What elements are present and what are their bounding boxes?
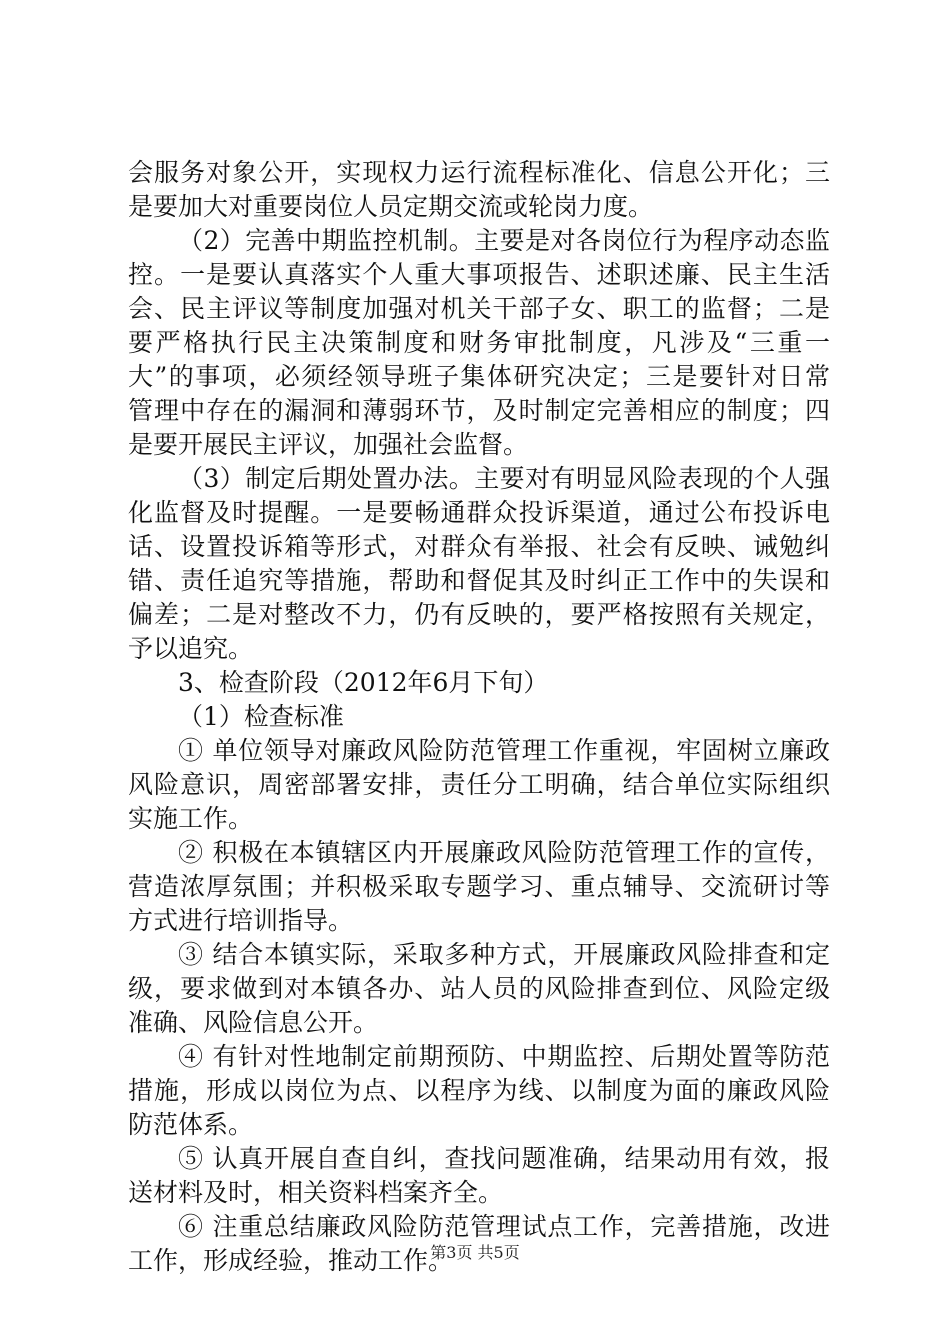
- text-line: （3）制定后期处置办法。主要对有明显风险表现的个人强: [178, 464, 830, 493]
- text-line: 话、设置投诉箱等形式，对群众有举报、社会有反映、诫勉纠: [128, 532, 830, 561]
- text-line: 送材料及时，相关资料档案齐全。: [128, 1178, 504, 1207]
- subsection-heading: （1）检查标准: [178, 702, 344, 731]
- text-line: 方式进行培训指导。: [128, 906, 354, 935]
- text-line: 管理中存在的漏洞和薄弱环节，及时制定完善相应的制度；四: [128, 396, 830, 425]
- text-line: ⑤ 认真开展自查自纠，查找问题准确，结果动用有效，报: [178, 1144, 830, 1173]
- text-line: 是要加大对重要岗位人员定期交流或轮岗力度。: [128, 192, 654, 221]
- text-line: 准确、风险信息公开。: [128, 1008, 379, 1037]
- text-line: 风险意识，周密部署安排，责任分工明确，结合单位实际组织: [128, 770, 830, 799]
- section-heading: 3、检查阶段（2012年6月下旬）: [178, 668, 549, 697]
- text-line: 实施工作。: [128, 804, 254, 833]
- text-line: 会、民主评议等制度加强对机关干部子女、职工的监督；二是: [128, 294, 830, 323]
- page-number-footer: 第3页 共5页: [430, 1243, 520, 1262]
- text-line: 措施，形成以岗位为点、以程序为线、以制度为面的廉政风险: [128, 1076, 830, 1105]
- text-line: ③ 结合本镇实际，采取多种方式，开展廉政风险排查和定: [178, 940, 830, 969]
- text-line: 予以追究。: [128, 634, 254, 663]
- text-line: 错、责任追究等措施，帮助和督促其及时纠正工作中的失误和: [128, 566, 830, 595]
- text-line: 偏差；二是对整改不力，仍有反映的，要严格按照有关规定，: [128, 600, 830, 629]
- text-line: （2）完善中期监控机制。主要是对各岗位行为程序动态监: [178, 226, 830, 255]
- text-line: 是要开展民主评议，加强社会监督。: [128, 430, 529, 459]
- text-line: 控。一是要认真落实个人重大事项报告、述职述廉、民主生活: [128, 260, 830, 289]
- text-line: 级，要求做到对本镇各办、站人员的风险排查到位、风险定级: [128, 974, 830, 1003]
- document-body: [128, 156, 830, 1278]
- text-line: 防范体系。: [128, 1110, 254, 1139]
- text-line: ⑥ 注重总结廉政风险防范管理试点工作，完善措施，改进: [178, 1212, 830, 1241]
- text-line: ④ 有针对性地制定前期预防、中期监控、后期处置等防范: [178, 1042, 830, 1071]
- text-line: ② 积极在本镇辖区内开展廉政风险防范管理工作的宣传，: [178, 838, 830, 867]
- text-line: 工作，形成经验，推动工作。: [128, 1246, 454, 1275]
- text-line: 大”的事项，必须经领导班子集体研究决定；三是要针对日常: [128, 362, 830, 391]
- text-line: 营造浓厚氛围；并积极采取专题学习、重点辅导、交流研讨等: [128, 872, 830, 901]
- text-line: 会服务对象公开，实现权力运行流程标准化、信息公开化；三: [128, 158, 830, 187]
- text-line: 化监督及时提醒。一是要畅通群众投诉渠道，通过公布投诉电: [128, 498, 830, 527]
- text-line: 要严格执行民主决策制度和财务审批制度，凡涉及“三重一: [128, 328, 830, 357]
- text-line: ① 单位领导对廉政风险防范管理工作重视，牢固树立廉政: [178, 736, 830, 765]
